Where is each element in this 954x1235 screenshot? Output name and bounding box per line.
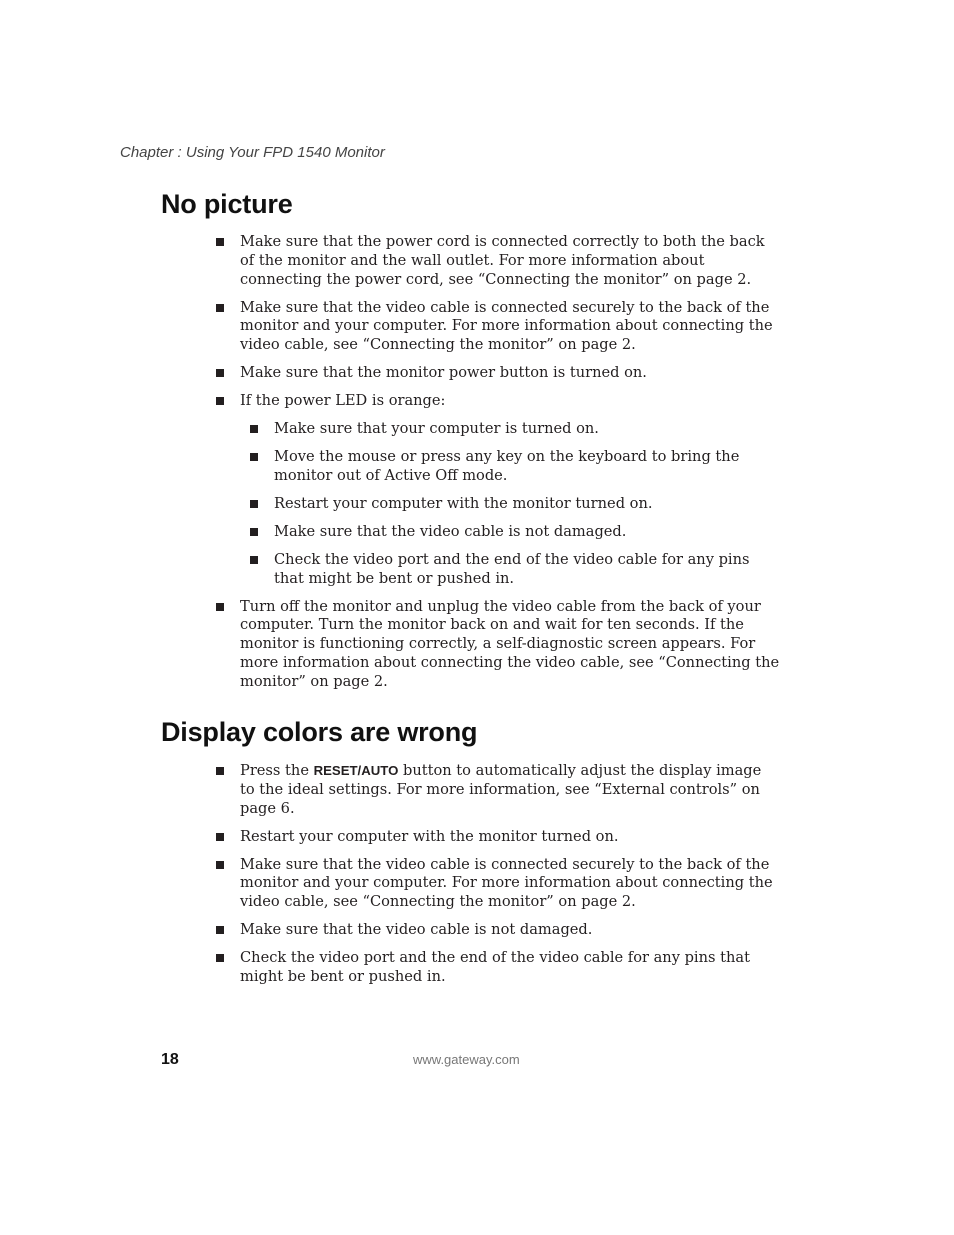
running-head: Chapter : Using Your FPD 1540 Monitor — [120, 144, 385, 161]
square-bullet-icon — [250, 528, 258, 536]
list-item-text: Check the video port and the end of the video cable for any pins that might be bent or pushed in. — [240, 949, 750, 985]
list-item-text: Make sure that the video cable is connected securely to the back of the monitor and your computer. For more information about connecting the video cable, see “Connecting the monitor” on page 2. — [240, 298, 773, 354]
list-item-text-prefix: Press the — [240, 762, 314, 779]
list-item — [216, 598, 780, 692]
list-item-text — [240, 762, 761, 817]
square-bullet-icon — [216, 954, 224, 962]
list-item — [216, 762, 780, 818]
list-item — [216, 364, 780, 383]
square-bullet-icon — [250, 556, 258, 564]
list-item-text: If the power LED is orange: — [240, 392, 446, 410]
square-bullet-icon — [216, 304, 224, 312]
list-item — [216, 921, 780, 940]
sub-list-item-text: Make sure that the video cable is not damaged. — [274, 522, 627, 540]
square-bullet-icon — [216, 397, 224, 405]
reset-auto-key-label: RESET/AUTO — [313, 763, 399, 778]
sub-list-item-text: Restart your computer with the monitor turned on. — [274, 494, 653, 512]
list-item — [216, 299, 780, 355]
list-item — [216, 828, 780, 847]
sub-list-item — [250, 448, 780, 486]
power-led-sublist — [240, 420, 780, 588]
square-bullet-icon — [250, 500, 258, 508]
list-item — [216, 233, 780, 289]
list-item — [216, 856, 780, 912]
sub-list-item-text: Check the video port and the end of the video cable for any pins that might be bent or pushed in. — [274, 550, 750, 587]
list-item-text: Make sure that the video cable is connected securely to the back of the monitor and your computer. For more information about connecting the video cable, see “Connecting the monitor” on page 2. — [240, 855, 773, 911]
square-bullet-icon — [216, 767, 224, 775]
page-number: 18 — [161, 1051, 179, 1068]
sub-list-item-text: Move the mouse or press any key on the keyboard to bring the monitor out of Active Off mode. — [274, 448, 740, 484]
display-colors-list — [216, 762, 780, 996]
square-bullet-icon — [216, 833, 224, 841]
sub-list-item — [250, 551, 780, 589]
square-bullet-icon — [250, 453, 258, 461]
list-item-text: Make sure that the video cable is not damaged. — [240, 921, 593, 939]
footer-url: www.gateway.com — [413, 1052, 520, 1067]
square-bullet-icon — [216, 861, 224, 869]
list-item-text-suffix: button to automatically adjust the display image to the ideal settings. For more information, see “External controls” on page 6. — [240, 762, 762, 817]
list-item — [216, 949, 780, 987]
sub-list-item — [250, 495, 780, 514]
square-bullet-icon — [216, 603, 224, 611]
list-item — [216, 392, 780, 588]
sub-list-item — [250, 523, 780, 542]
section-title-no-picture: No picture — [161, 189, 293, 219]
sub-list-item-text: Make sure that your computer is turned on. — [274, 420, 599, 438]
list-item-text: Make sure that the monitor power button is turned on. — [240, 364, 647, 382]
list-item-text: Turn off the monitor and unplug the video cable from the back of your computer. Turn the monitor back on and wait for ten seconds. If the monitor is functioning correctly, a self-diagnostic screen appears. For more information about connecting the video cable, see “Connecting the monitor” on page 2. — [240, 597, 780, 690]
no-picture-list — [216, 233, 780, 701]
list-item-text: Make sure that the power cord is connected correctly to both the back of the monitor and the wall outlet. For more information about connecting the power cord, see “Connecting the monitor” on page 2. — [240, 233, 765, 288]
list-item-text: Restart your computer with the monitor turned on. — [240, 827, 619, 845]
section-title-display-colors: Display colors are wrong — [161, 717, 478, 747]
square-bullet-icon — [250, 425, 258, 433]
square-bullet-icon — [216, 926, 224, 934]
square-bullet-icon — [216, 238, 224, 246]
square-bullet-icon — [216, 369, 224, 377]
sub-list-item — [250, 420, 780, 439]
